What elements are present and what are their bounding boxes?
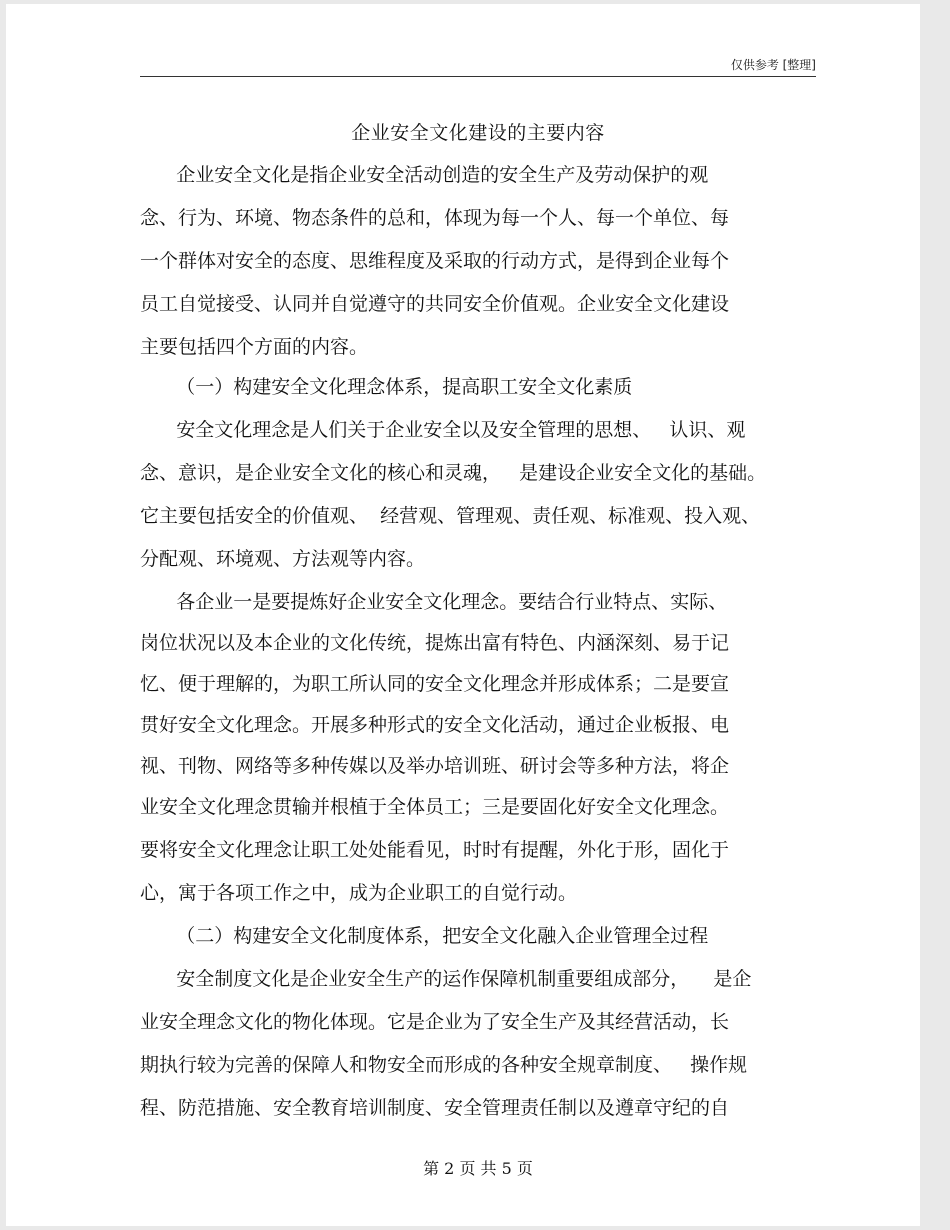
body-line: 岗位状况以及本企业的文化传统，提炼出富有特色、内涵深刻、易于记	[140, 632, 730, 654]
header-note: 仅供参考 [整理]	[730, 58, 816, 72]
body-line: 贯好安全文化理念。开展多种形式的安全文化活动，通过企业板报、电	[140, 714, 730, 736]
body-line: 安全文化理念是人们关于企业安全以及安全管理的思想、 认识、观	[140, 419, 746, 441]
body-line: 安全制度文化是企业安全生产的运作保障机制重要组成部分， 是企	[140, 968, 752, 990]
body-line: 业安全文化理念贯输并根植于全体员工；三是要固化好安全文化理念。	[140, 796, 730, 818]
body-line: 一个群体对安全的态度、思维程度及采取的行动方式，是得到企业每个	[140, 250, 730, 272]
body-line: 期执行较为完善的保障人和物安全而形成的各种安全规章制度、 操作规	[140, 1054, 748, 1076]
body-line: 业安全理念文化的物化体现。它是企业为了安全生产及其经营活动，长	[140, 1011, 730, 1033]
body-line: 忆、便于理解的，为职工所认同的安全文化理念并形成体系；二是要宣	[140, 673, 730, 695]
body-line: 分配观、环境观、方法观等内容。	[140, 548, 426, 570]
body-line: 它主要包括安全的价值观、 经营观、管理观、责任观、标准观、投入观、	[140, 505, 761, 527]
body-line: 企业安全文化是指企业安全活动创造的安全生产及劳动保护的观	[140, 164, 709, 186]
document-page	[6, 4, 920, 1226]
body-line: 员工自觉接受、认同并自觉遵守的共同安全价值观。企业安全文化建设	[140, 293, 730, 315]
header-divider	[140, 76, 816, 77]
body-line: 心，寓于各项工作之中，成为企业职工的自觉行动。	[140, 882, 578, 904]
body-line: 视、刊物、网络等多种传媒以及举办培训班、研讨会等多种方法，将企	[140, 755, 730, 777]
body-line: 念、意识，是企业安全文化的核心和灵魂， 是建设企业安全文化的基础。	[140, 462, 767, 484]
document-title: 企业安全文化建设的主要内容	[351, 122, 605, 144]
section-heading: （一）构建安全文化理念体系，提高职工安全文化素质	[140, 376, 633, 398]
section-heading: （二）构建安全文化制度体系，把安全文化融入企业管理全过程	[140, 925, 709, 947]
body-line: 程、防范措施、安全教育培训制度、安全管理责任制以及遵章守纪的自	[140, 1097, 730, 1119]
body-line: 念、行为、环境、物态条件的总和，体现为每一个人、每一个单位、每	[140, 207, 730, 229]
body-line: 各企业一是要提炼好企业安全文化理念。要结合行业特点、实际、	[140, 591, 728, 613]
page-number: 第 2 页 共 5 页	[423, 1159, 533, 1178]
body-line: 主要包括四个方面的内容。	[140, 336, 369, 358]
body-line: 要将安全文化理念让职工处处能看见，时时有提醒，外化于形，固化于	[140, 839, 730, 861]
